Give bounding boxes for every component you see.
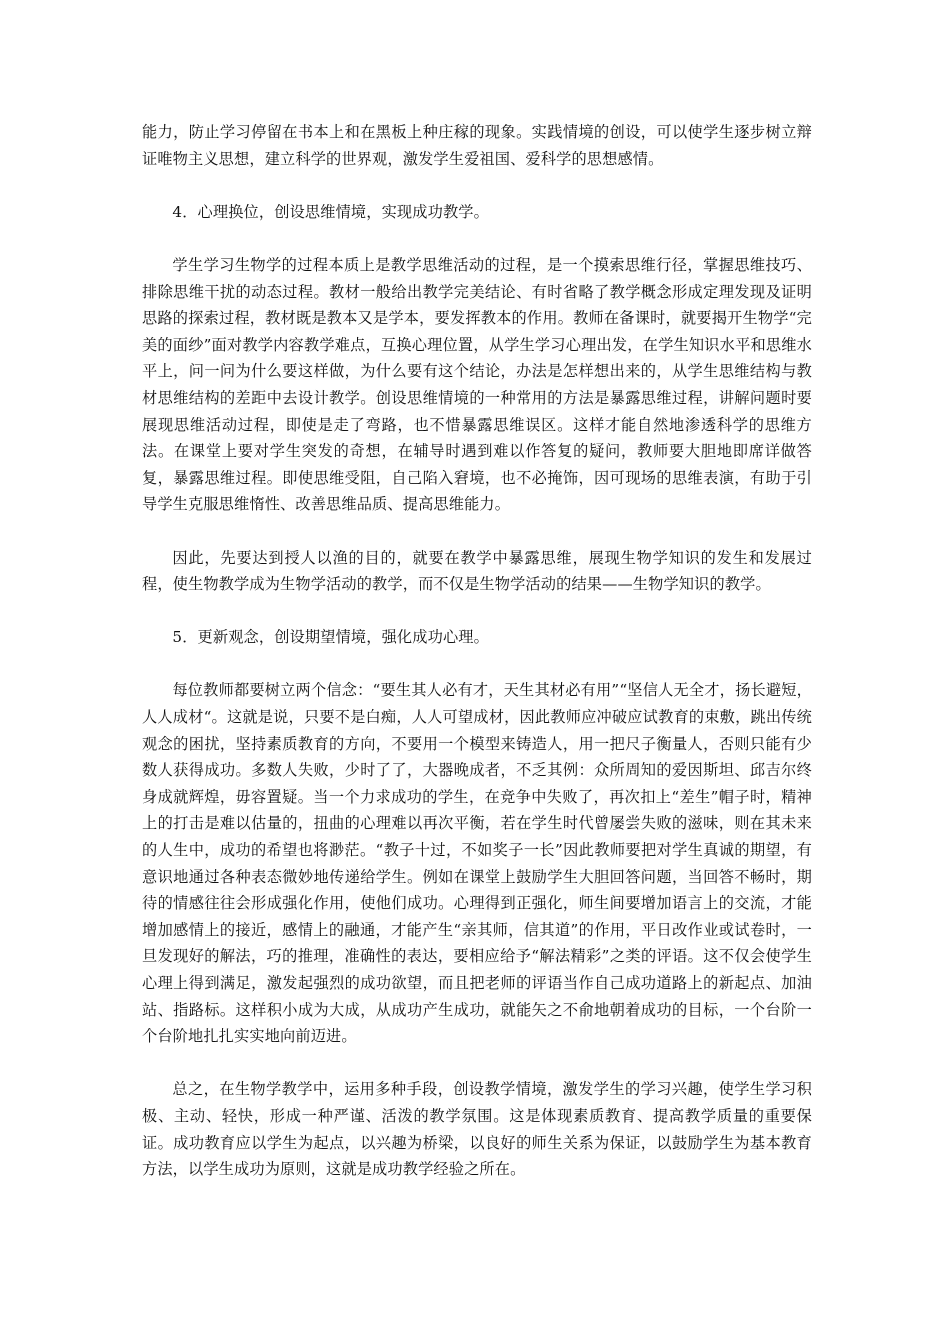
paragraph-spacer bbox=[142, 651, 812, 678]
paragraph-conclusion-thinking: 因此，先要达到授人以渔的目的，就要在教学中暴露思维，展现生物学知识的发生和发展过程，使生物教学成为生物学活动的教学，而不仅是生物学活动的结果——生物学知识的教学。 bbox=[142, 548, 812, 594]
section-heading-4: 4．心理换位，创设思维情境，实现成功教学。 bbox=[172, 202, 489, 221]
paragraph-spacer bbox=[142, 172, 812, 199]
paragraph-spacer bbox=[142, 598, 812, 625]
paragraph-continuation: 能力，防止学习停留在书本上和在黑板上种庄稼的现象。实践情境的创设，可以使学生逐步树立辩证唯物主义思想，建立科学的世界观，激发学生爱祖国、爱科学的思想感情。 bbox=[142, 123, 812, 168]
paragraph-expectation-situation: 每位教师都要树立两个信念：“要生其人必有才，天生其材必有用”“坚信人无全才，扬长避短，人人成材“。这就是说，只要不是白痴，人人可望成材，因此教师应冲破应试教育的束敷，跳出传统观念的困扰，坚持素质教育的方向，不要用一个模型来铸造人，用一把尺子衡量人，否则只能有少数人获得成功。多数人失败，少时了了，大器晚成者，不乏其例：众所周知的爱因斯坦、邱吉尔终身成就辉煌，毋容置疑。当一个力求成功的学生，在竞争中失败了，再次扣上“差生”帽子时，精神上的打击是难以估量的，扭曲的心理难以再次平衡，若在学生时代曾屡尝失败的滋味，则在其未来的人生中，成功的希望也将渺茫。“教子十过，不如奖子一长”因此教师要把对学生真诚的期望，有意识地通过各种表态微妙地传递给学生。例如在课堂上鼓励学生大胆回答问题，当回答不畅时，期待的情感往往会形成强化作用，使他们成功。心理得到正强化，师生间要增加语言上的交流，才能增加感情上的接近，感情上的融通，才能产生“亲其师，信其道”的作用，平日改作业或试卷时，一旦发现好的解法，巧的推理，准确性的表达，要相应给予“解法精彩”之类的评语。这不仅会使学生心理上得到满足，激发起强烈的成功欲望，而且把老师的评语当作自己成功道路上的新起点、加油站、指路标。这样积小成为大成，从成功产生成功，就能矢之不俞地朝着成功的目标，一个台阶一个台阶地扎扎实实地向前迈进。 bbox=[142, 681, 812, 1046]
paragraph-thinking-situation: 学生学习生物学的过程本质上是教学思维活动的过程，是一个摸索思维行径，掌握思维技巧、排除思维干扰的动态过程。教材一般给出教学完美结论、有时省略了教学概念形成定理发现及证明思路的探索过程，教材既是教本又是学本，要发挥教本的作用。教师在备课时，就要揭开生物学“完美的面纱”面对教学内容教学难点，互换心理位置，从学生学习心理出发，在学生知识水平和思维水平上，问一问为什么要这样做，为什么要有这个结论，办法是怎样想出来的，从学生思维结构与教材思维结构的差距中去设计教学。创设思维情境的一种常用的方法是暴露思维过程，讲解问题时要展现思维活动过程，即使是走了弯路，也不惜暴露思维误区。这样才能自然地渗透科学的思维方法。在课堂上要对学生突发的奇想，在辅导时遇到难以作答复的疑问，教师要大胆地即席详做答复，暴露思维过程。即使思维受阻，自己陷入窘境，也不必掩饰，因可现场的思维表演，有助于引导学生克服思维惰性、改善思维品质、提高思维能力。 bbox=[142, 255, 812, 514]
section-heading-5: 5．更新观念，创设期望情境，强化成功心理。 bbox=[172, 628, 489, 647]
paragraph-spacer bbox=[142, 225, 812, 252]
paragraph-summary: 总之，在生物学教学中，运用多种手段，创设教学情境，激发学生的学习兴趣，使学生学习积极、主动、轻快，形成一种严谨、活泼的教学氛围。这是体现素质教育、提高教学质量的重要保证。成功教育应以学生为起点，以兴趣为桥梁，以良好的师生关系为保证，以鼓励学生为基本教育方法，以学生成功为原则，这就是成功教学经验之所在。 bbox=[142, 1080, 812, 1179]
document-page bbox=[142, 119, 812, 1183]
paragraph-spacer bbox=[142, 518, 812, 545]
paragraph-spacer bbox=[142, 1050, 812, 1077]
